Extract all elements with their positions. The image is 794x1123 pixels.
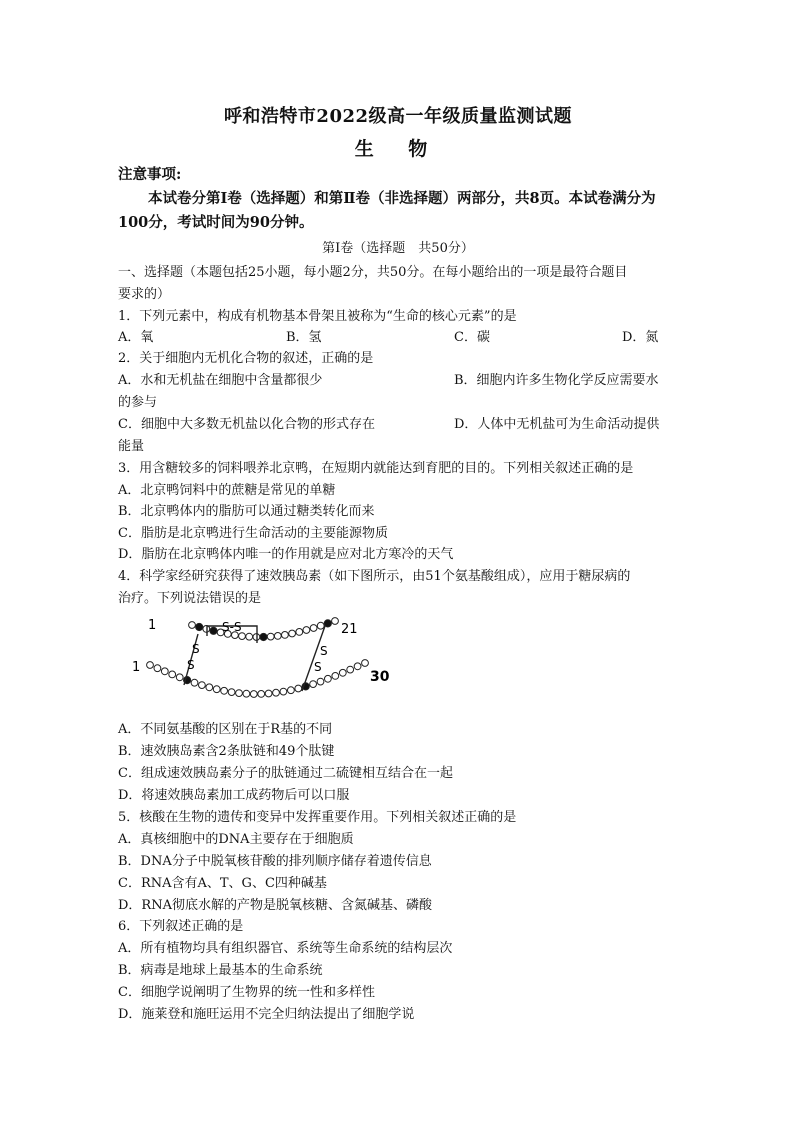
section-intro: 要求的） (118, 287, 171, 302)
chain-b-end-label: 30 (370, 669, 390, 685)
amino-acid-bead (228, 689, 235, 696)
question-stem: 6．下列叙述正确的是 (118, 919, 244, 934)
option: D．脂肪在北京鸭体内唯一的作用就是应对北方寒冷的天气 (118, 547, 454, 562)
amino-acid-bead (273, 689, 280, 696)
option: C．碳 (454, 330, 490, 345)
amino-acid-bead (196, 623, 203, 630)
amino-acid-bead (176, 674, 183, 681)
amino-acid-bead (362, 660, 369, 667)
sulfur-label: S (192, 642, 200, 656)
amino-acid-bead (250, 691, 257, 698)
amino-acid-bead (243, 690, 250, 697)
option: B．速效胰岛素含2条肽链和49个肽键 (118, 744, 335, 759)
option: A．水和无机盐在细胞中含量都很少 (118, 373, 323, 388)
amino-acid-bead (246, 633, 253, 640)
peptide-chain-b (147, 660, 369, 698)
option: D．将速效胰岛素加工成药物后可以口服 (118, 788, 350, 803)
option: D．RNA彻底水解的产物是脱氧核糖、含氮碱基、磷酸 (118, 898, 432, 913)
option: C．RNA含有A、T、G、C四种碱基 (118, 876, 327, 891)
option: B．DNA分子中脱氧核苷酸的排列顺序储存着遗传信息 (118, 854, 432, 869)
chain-a-end-label: 21 (341, 622, 358, 637)
amino-acid-bead (332, 673, 339, 680)
amino-acid-bead (317, 622, 324, 629)
amino-acid-bead (191, 679, 198, 686)
sulfur-label: S (320, 644, 328, 658)
amino-acid-bead (199, 682, 206, 689)
option-continuation: 的参与 (118, 395, 158, 410)
option: D．氮 (622, 330, 659, 345)
amino-acid-bead (189, 622, 196, 629)
amino-acid-bead (282, 632, 289, 639)
amino-acid-bead (267, 633, 274, 640)
option: D．施莱登和施旺运用不完全归纳法提出了细胞学说 (118, 1007, 415, 1022)
amino-acid-bead (296, 629, 303, 636)
amino-acid-bead (354, 663, 361, 670)
amino-acid-bead (236, 690, 243, 697)
question-stem: 3．用含糖较多的饲料喂养北京鸭，在短期内就能达到育肥的目的。下列相关叙述正确的是 (118, 461, 634, 476)
option: C．脂肪是北京鸭进行生命活动的主要能源物质 (118, 526, 388, 541)
amino-acid-bead (274, 633, 281, 640)
exam-title: 呼和浩特市2022级高一年级质量监测试题 (223, 106, 573, 127)
chain-b-start-label: 1 (132, 660, 141, 675)
notice-heading: 注意事项: (118, 166, 182, 183)
amino-acid-bead (221, 687, 228, 694)
option: B．细胞内许多生物化学反应需要水 (454, 373, 659, 388)
amino-acid-bead (161, 668, 168, 675)
amino-acid-bead (325, 675, 332, 682)
option: A．不同氨基酸的区别在于R基的不同 (118, 722, 333, 737)
option: A．所有植物均具有组织器官、系统等生命系统的结构层次 (118, 941, 453, 956)
amino-acid-bead (317, 678, 324, 685)
question-stem: 5．核酸在生物的遗传和变异中发挥重要作用。下列相关叙述正确的是 (118, 810, 517, 825)
question-stem: 4．科学家经研究获得了速效胰岛素（如下图所示，由51个氨基酸组成），应用于糖尿病的 (118, 569, 631, 584)
option: A．氧 (118, 330, 154, 345)
question-stem: 1．下列元素中，构成有机物基本骨架且被称为“生命的核心元素”的是 (118, 309, 517, 324)
section-intro: 一、选择题（本题包括25小题，每小题2分，共50分。在每小题给出的一项是最符合题目 (118, 265, 628, 280)
amino-acid-bead (213, 686, 220, 693)
option-continuation: 能量 (118, 439, 145, 454)
question-stem: 治疗。下列说法错误的是 (118, 591, 262, 606)
amino-acid-bead (260, 633, 267, 640)
amino-acid-bead (280, 688, 287, 695)
option: B．病毒是地球上最基本的生命系统 (118, 963, 323, 978)
amino-acid-bead (265, 690, 272, 697)
option: C．组成速效胰岛素分子的肽链通过二硫键相互结合在一起 (118, 766, 453, 781)
subject-title: 生 物 (354, 138, 442, 160)
insulin-diagram (130, 603, 390, 709)
sulfur-label: S (314, 660, 322, 674)
section-title: 第Ⅰ卷（选择题 共50分） (322, 241, 474, 256)
amino-acid-bead (310, 625, 317, 632)
amino-acid-bead (258, 691, 265, 698)
amino-acid-bead (154, 665, 161, 672)
amino-acid-bead (347, 666, 354, 673)
amino-acid-bead (339, 669, 346, 676)
amino-acid-bead (289, 630, 296, 637)
option: A．北京鸭饲料中的蔗糖是常见的单糖 (118, 483, 336, 498)
amino-acid-bead (147, 662, 154, 669)
amino-acid-bead (288, 687, 295, 694)
amino-acid-bead (324, 620, 331, 627)
question-stem: 2．关于细胞内无机化合物的叙述，正确的是 (118, 351, 374, 366)
amino-acid-bead (206, 684, 213, 691)
option: C．细胞中大多数无机盐以化合物的形式存在 (118, 417, 375, 432)
amino-acid-bead (310, 681, 317, 688)
amino-acid-bead (210, 627, 217, 634)
amino-acid-bead (332, 618, 339, 625)
sulfur-label: S (187, 658, 195, 672)
amino-acid-bead (169, 671, 176, 678)
amino-acid-bead (303, 627, 310, 634)
notice-text: 本试卷分第Ⅰ卷（选择题）和第Ⅱ卷（非选择题）两部分，共8页。本试卷满分为100分，考试时间为90分钟。 (118, 190, 656, 231)
option: C．细胞学说阐明了生物界的统一性和多样性 (118, 985, 375, 1000)
amino-acid-bead (295, 685, 302, 692)
option: B．北京鸭体内的脂肪可以通过糖类转化而来 (118, 504, 375, 519)
option: D．人体中无机盐可为生命活动提供 (454, 417, 660, 432)
peptide-chain-a (189, 618, 339, 641)
intrachain-ss-label: S-S (222, 620, 242, 634)
option: A．真核细胞中的DNA主要存在于细胞质 (118, 832, 354, 847)
option: B．氢 (286, 330, 322, 345)
chain-a-start-label: 1 (148, 618, 157, 633)
